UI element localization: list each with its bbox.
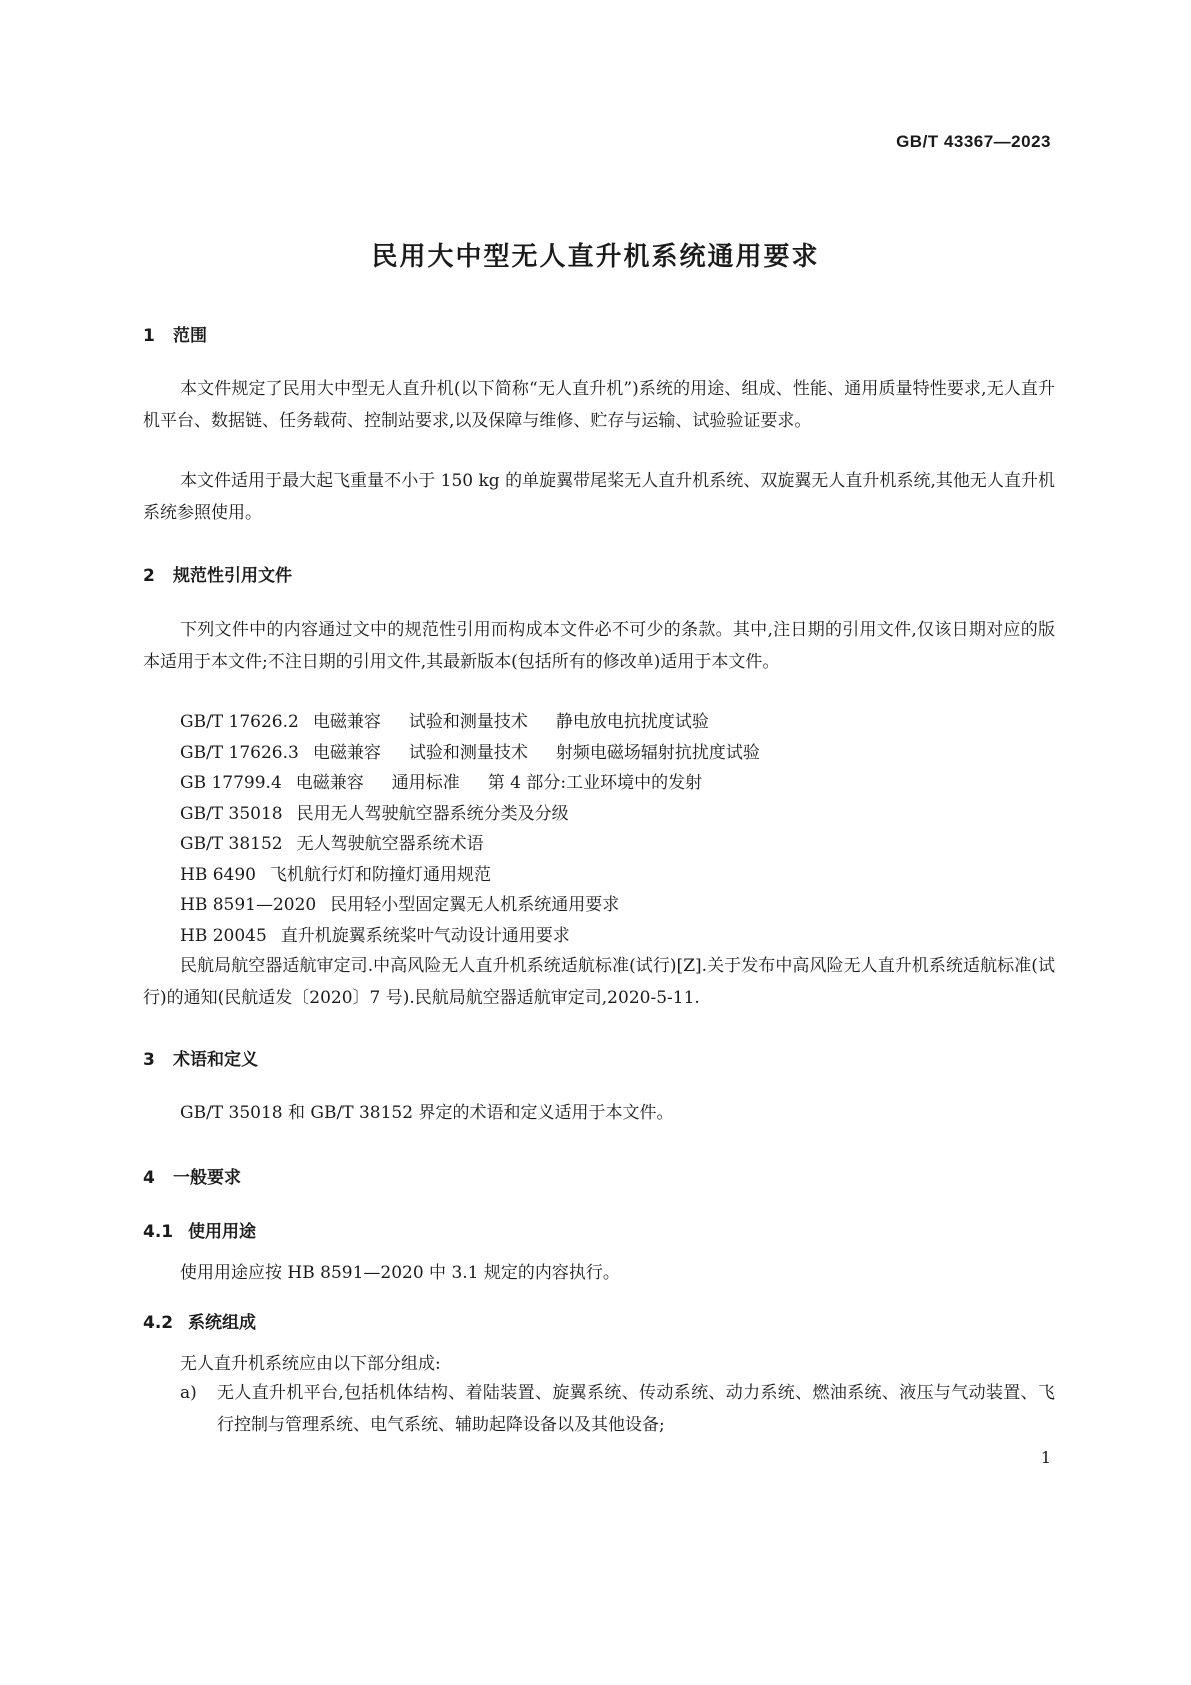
reference-code: GB/T 38152 — [180, 834, 283, 854]
reference-code: HB 8591—2020 — [180, 895, 317, 915]
reference-title-part: 直升机旋翼系统桨叶气动设计通用要求 — [280, 925, 570, 946]
references-last-entry: 民航局航空器适航审定司.中高风险无人直升机系统适航标准(试行)[Z].关于发布中高风险无人直升机系统适航标准(试行)的通知(民航适发〔2020〕7 号).民航局航空器适航审定司,2020-5-11. — [143, 956, 1055, 1008]
section-1-heading: 1 范围 — [143, 326, 207, 346]
section-4-2-heading: 4.2 系统组成 — [143, 1313, 256, 1333]
scope-paragraph-1: 本文件规定了民用大中型无人直升机(以下简称“无人直升机”)系统的用途、组成、性能、通用质量特性要求,无人直升机平台、数据链、任务载荷、控制站要求,以及保障与维修、贮存与运输、试验验证要求。 — [143, 379, 1055, 431]
reference-title-part: 民用无人驾驶航空器系统分类及分级 — [296, 803, 569, 824]
composition-intro: 无人直升机系统应由以下部分组成: — [180, 1354, 441, 1374]
list-item-text: 无人直升机平台,包括机体结构、着陆装置、旋翼系统、传动系统、动力系统、燃油系统、液压与气动装置、飞行控制与管理系统、电气系统、辅助起降设备以及其他设备; — [217, 1383, 1055, 1435]
list-item — [180, 1377, 1055, 1441]
reference-entry — [180, 828, 512, 860]
reference-code: GB/T 17626.2 — [180, 712, 299, 732]
reference-code: GB/T 35018 — [180, 803, 283, 824]
reference-title-part: 静电放电抗扰度试验 — [555, 712, 709, 732]
reference-title-part: 飞机航行灯和防撞灯通用规范 — [270, 864, 491, 885]
reference-entry — [180, 737, 788, 769]
reference-entry — [180, 706, 737, 738]
section-4-heading: 4 一般要求 — [143, 1168, 241, 1188]
references-intro: 下列文件中的内容通过文中的规范性引用而构成本文件必不可少的条款。其中,注日期的引用文件,仅该日期对应的版本适用于本文件;不注日期的引用文件,其最新版本(包括所有的修改单)适用于本文件。 — [143, 620, 1055, 672]
reference-entry — [180, 920, 598, 952]
terms-paragraph: GB/T 35018 和 GB/T 38152 界定的术语和定义适用于本文件。 — [180, 1103, 674, 1123]
section-2-heading: 2 规范性引用文件 — [143, 566, 292, 586]
list-item-marker: a) — [180, 1383, 197, 1403]
document-title: 民用大中型无人直升机系统通用要求 — [371, 242, 820, 272]
scope-paragraph-2: 本文件适用于最大起飞重量不小于 150 kg 的单旋翼带尾桨无人直升机系统、双旋翼无人直升机系统,其他无人直升机系统参照使用。 — [143, 471, 1055, 523]
section-4-1-heading: 4.1 使用用途 — [143, 1222, 256, 1242]
usage-paragraph: 使用用途应按 HB 8591—2020 中 3.1 规定的内容执行。 — [180, 1263, 620, 1283]
reference-code: HB 20045 — [180, 925, 267, 946]
reference-entry — [180, 798, 597, 830]
reference-title-part: 第 4 部分:工业环境中的发射 — [487, 773, 703, 793]
reference-entry — [180, 767, 730, 799]
standard-code: GB/T 43367—2023 — [896, 132, 1051, 151]
reference-title-part: 民用轻小型固定翼无人机系统通用要求 — [330, 895, 620, 915]
reference-code: HB 6490 — [180, 864, 256, 885]
reference-title-part: 试验和测量技术 — [408, 742, 528, 763]
reference-title-part: 无人驾驶航空器系统术语 — [296, 834, 484, 854]
reference-title-part: 射频电磁场辐射抗扰度试验 — [555, 742, 760, 763]
reference-entry — [180, 859, 519, 891]
reference-title-part: 试验和测量技术 — [408, 712, 528, 732]
reference-title-part: 通用标准 — [391, 773, 460, 793]
reference-title-part: 电磁兼容 — [312, 742, 381, 763]
reference-code: GB/T 17626.3 — [180, 742, 299, 763]
reference-entry — [180, 889, 647, 921]
section-3-heading: 3 术语和定义 — [143, 1050, 258, 1070]
reference-title-part: 电磁兼容 — [312, 712, 381, 732]
reference-title-part: 电磁兼容 — [295, 773, 364, 793]
reference-code: GB 17799.4 — [180, 773, 282, 793]
page-number: 1 — [1040, 1448, 1051, 1467]
